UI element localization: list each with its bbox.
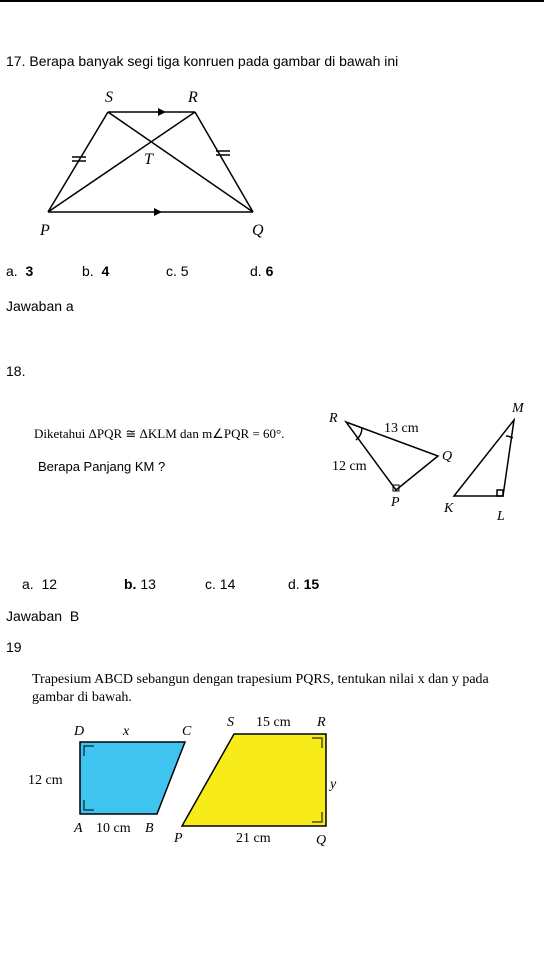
label-L: L bbox=[497, 509, 505, 524]
q18-option-c: c. 14 bbox=[205, 576, 236, 592]
q18-option-d: d. 15 bbox=[288, 576, 320, 592]
label-side-pq: 21 cm bbox=[236, 831, 271, 846]
q17-option-b: b. 4 bbox=[82, 263, 110, 279]
q18-answer: Jawaban B bbox=[6, 608, 80, 624]
q18-option-a: a. 12 bbox=[22, 576, 58, 592]
label-Q: Q bbox=[252, 222, 264, 239]
trapezoid-pqrs bbox=[182, 734, 326, 826]
q18-ask: Berapa Panjang KM ? bbox=[38, 459, 166, 474]
label-side-rq: 13 cm bbox=[384, 421, 419, 436]
label-C: C bbox=[182, 724, 192, 739]
q18-option-b: b. 13 bbox=[124, 576, 156, 592]
q19-text-line2: gambar di bawah. bbox=[32, 690, 132, 705]
q18-number: 18. bbox=[6, 363, 26, 379]
label-P: P bbox=[391, 495, 400, 510]
q17-question: 17. Berapa banyak segi tiga konruen pada gambar di bawah ini bbox=[6, 53, 399, 69]
label-T: T bbox=[144, 151, 153, 168]
label-R: R bbox=[317, 715, 326, 730]
label-S: S bbox=[105, 89, 113, 106]
label-A: A bbox=[74, 821, 83, 836]
label-P: P bbox=[40, 222, 50, 239]
label-x: x bbox=[123, 724, 130, 739]
q17-option-c: c. 5 bbox=[166, 263, 189, 279]
q17-option-d: d. 6 bbox=[250, 263, 274, 279]
label-side-rp: 12 cm bbox=[332, 459, 367, 474]
label-Q: Q bbox=[442, 449, 453, 464]
label-P: P bbox=[174, 831, 183, 846]
label-side-ad: 12 cm bbox=[28, 773, 63, 788]
q17-trapezoid-figure bbox=[30, 80, 280, 240]
label-side-sr: 15 cm bbox=[256, 715, 291, 730]
label-R: R bbox=[329, 411, 338, 426]
trapezoid-abcd bbox=[80, 742, 185, 814]
top-rule bbox=[0, 0, 544, 2]
label-y: y bbox=[330, 777, 337, 792]
label-B: B bbox=[145, 821, 154, 836]
label-K: K bbox=[444, 501, 454, 516]
q17-option-a: a. 3 bbox=[6, 263, 34, 279]
q19-text-line1: Trapesium ABCD sebangun dengan trapesium PQRS, tentukan nilai x dan y pada bbox=[32, 672, 489, 687]
label-D: D bbox=[74, 724, 85, 739]
q19-number: 19 bbox=[6, 639, 22, 655]
q18-triangles-figure bbox=[320, 396, 535, 526]
label-S: S bbox=[227, 715, 234, 730]
q17-answer: Jawaban a bbox=[6, 298, 74, 314]
q18-given: Diketahui ΔPQR ≅ ΔKLM dan m∠PQR = 60°. bbox=[34, 426, 285, 441]
label-M: M bbox=[512, 401, 524, 416]
q19-trapezoids-figure bbox=[28, 710, 348, 850]
label-R: R bbox=[188, 89, 198, 106]
label-side-ab: 10 cm bbox=[96, 821, 131, 836]
label-Q: Q bbox=[316, 833, 327, 848]
